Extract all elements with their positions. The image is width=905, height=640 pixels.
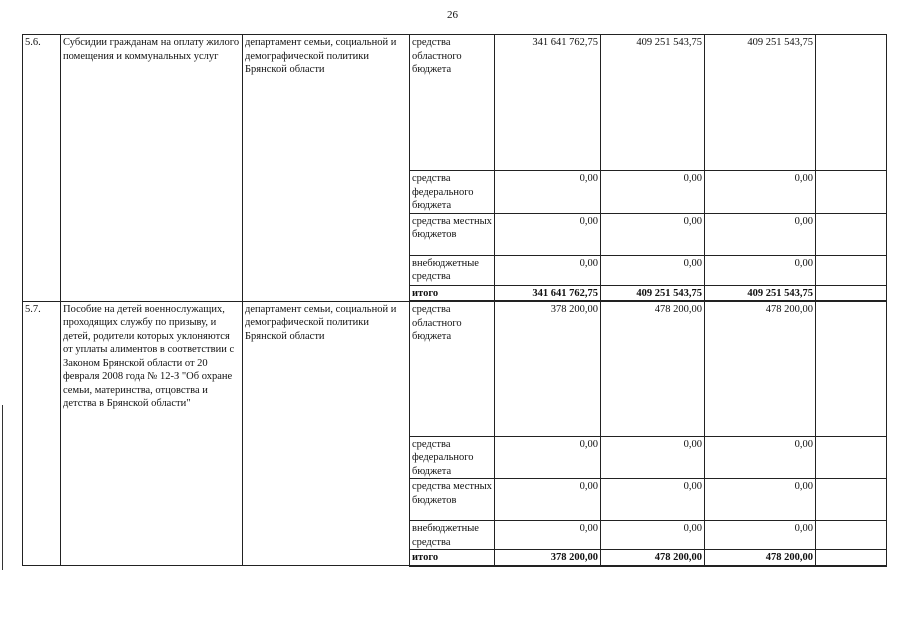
amount-year-3: 478 200,00 <box>705 301 816 436</box>
total-label: итого <box>410 550 495 566</box>
amount-year-1: 0,00 <box>495 479 601 521</box>
total-label: итого <box>410 285 495 301</box>
budget-table <box>22 34 887 567</box>
amount-year-2: 0,00 <box>601 436 705 479</box>
amount-year-2: 409 251 543,75 <box>601 35 705 171</box>
amount-year-2: 0,00 <box>601 255 705 285</box>
page-number: 26 <box>447 9 458 21</box>
empty-cell <box>816 301 887 436</box>
funding-source: средства федерального бюджета <box>410 171 495 214</box>
amount-year-1: 0,00 <box>495 171 601 214</box>
amount-year-2: 0,00 <box>601 479 705 521</box>
scan-margin-line <box>2 405 3 570</box>
amount-year-3: 0,00 <box>705 213 816 255</box>
empty-cell <box>816 35 887 171</box>
amount-year-1: 0,00 <box>495 436 601 479</box>
item-description: Субсидии гражданам на оплату жилого помещения и коммунальных услуг <box>61 35 243 302</box>
amount-year-2: 0,00 <box>601 213 705 255</box>
empty-cell <box>816 255 887 285</box>
funding-source: средства федерального бюджета <box>410 436 495 479</box>
table-row <box>23 35 887 171</box>
amount-year-3: 0,00 <box>705 255 816 285</box>
funding-source: средства местных бюджетов <box>410 213 495 255</box>
funding-source: средства местных бюджетов <box>410 479 495 521</box>
total-year-2: 409 251 543,75 <box>601 285 705 301</box>
empty-cell <box>816 479 887 521</box>
empty-cell <box>816 285 887 301</box>
total-year-1: 341 641 762,75 <box>495 285 601 301</box>
funding-source: внебюджетные средства <box>410 255 495 285</box>
total-year-3: 409 251 543,75 <box>705 285 816 301</box>
amount-year-1: 341 641 762,75 <box>495 35 601 171</box>
amount-year-3: 409 251 543,75 <box>705 35 816 171</box>
item-executor: департамент семьи, социальной и демографической политики Брянской области <box>243 301 410 566</box>
empty-cell <box>816 521 887 550</box>
empty-cell <box>816 436 887 479</box>
total-year-3: 478 200,00 <box>705 550 816 566</box>
total-year-1: 378 200,00 <box>495 550 601 566</box>
funding-source: средства областного бюджета <box>410 35 495 171</box>
funding-source: внебюджетные средства <box>410 521 495 550</box>
total-year-2: 478 200,00 <box>601 550 705 566</box>
item-executor: департамент семьи, социальной и демографической политики Брянской области <box>243 35 410 302</box>
amount-year-3: 0,00 <box>705 479 816 521</box>
item-number: 5.6. <box>23 35 61 302</box>
amount-year-2: 478 200,00 <box>601 301 705 436</box>
amount-year-3: 0,00 <box>705 171 816 214</box>
item-description: Пособие на детей военнослужащих, проходящих службу по призыву, и детей, родители которых уклоняются от уплаты алиментов в соответствии с Законом Брянской области от 20 февраля 2008 года № 12-З "Об охране семьи, материнства, отцовства и детства в Брянской области" <box>61 301 243 566</box>
empty-cell <box>816 213 887 255</box>
item-number: 5.7. <box>23 301 61 566</box>
amount-year-3: 0,00 <box>705 436 816 479</box>
funding-source: средства областного бюджета <box>410 301 495 436</box>
empty-cell <box>816 171 887 214</box>
amount-year-3: 0,00 <box>705 521 816 550</box>
amount-year-1: 0,00 <box>495 213 601 255</box>
amount-year-1: 378 200,00 <box>495 301 601 436</box>
empty-cell <box>816 550 887 566</box>
amount-year-2: 0,00 <box>601 171 705 214</box>
table-row <box>23 301 887 436</box>
amount-year-1: 0,00 <box>495 521 601 550</box>
amount-year-1: 0,00 <box>495 255 601 285</box>
amount-year-2: 0,00 <box>601 521 705 550</box>
